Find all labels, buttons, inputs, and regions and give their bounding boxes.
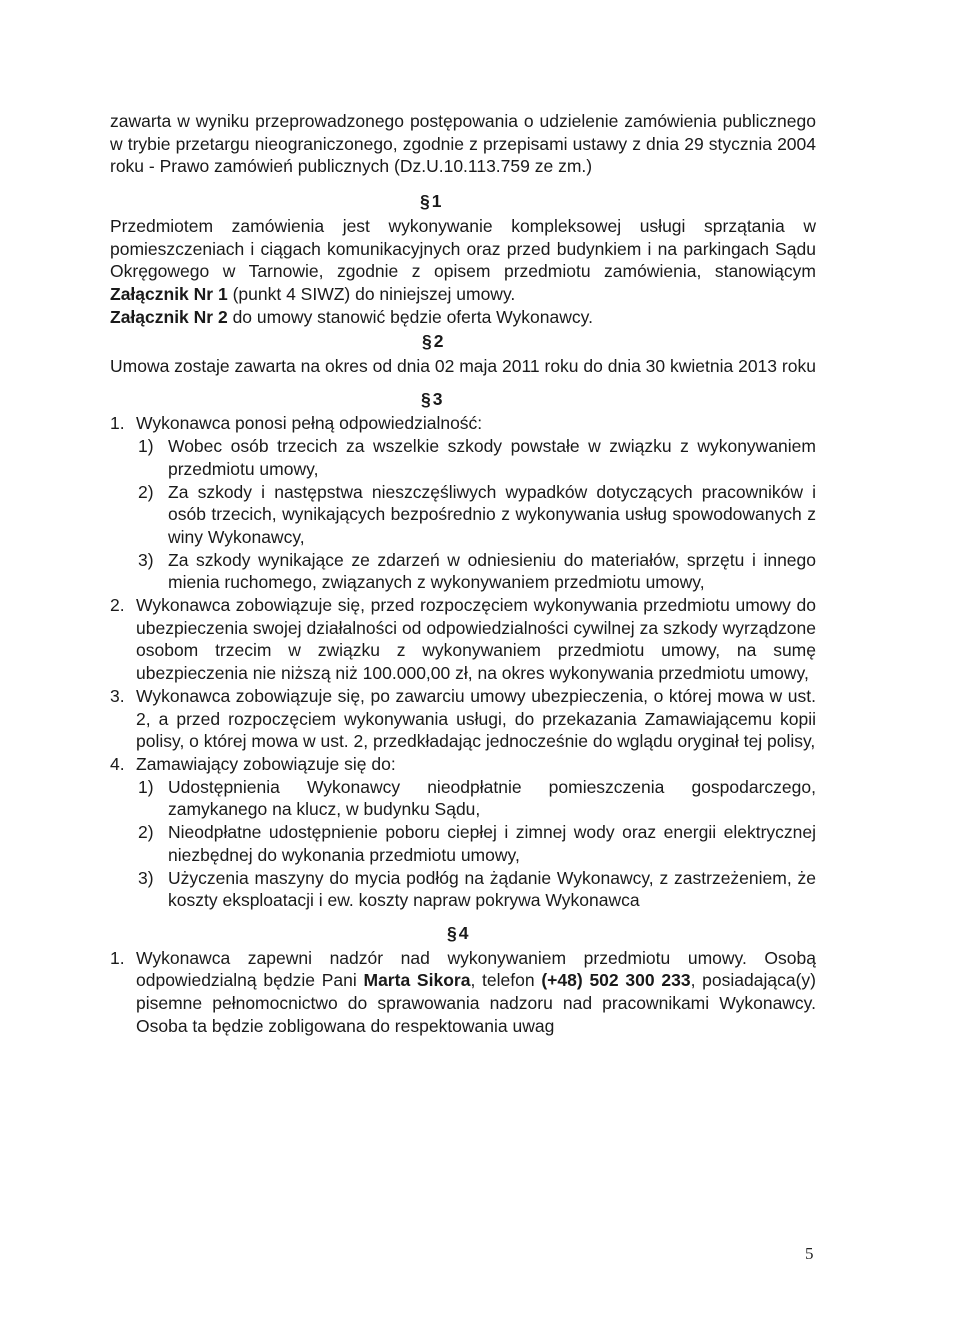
list-item: 3. Wykonawca zobowiązuje się, po zawarciu umowy ubezpieczenia, o której mowa w ust. 2, a przed rozpoczęciem wykonywania usługi, do przekazania Zamawiającemu kopii polisy, o której mowa w ust. 2, przedkładając jednocześnie do wglądu oryginał tej polisy, [110,685,816,752]
intro-paragraph: zawarta w wyniku przeprowadzonego postępowania o udzielenie zamówienia publicznego w trybie przetargu nieograniczonego, zgodnie z przepisami ustawy z dnia 29 stycznia 2004 roku - Prawo zamówień publicznych (Dz.U.10.113.759 ze zm.) [110,111,816,177]
sub-list-item: 2) Nieodpłatne udostępnienie poboru ciepłej i zimnej wody oraz energii elektrycznej niezbędnej do wykonania przedmiotu umowy, [138,822,816,865]
list-item: 2. Wykonawca zobowiązuje się, przed rozpoczęciem wykonywania przedmiotu umowy do ubezpieczenia swojej działalności od odpowiedzialności cywilnej za szkody wyrządzone osobom trzecim w związku z wykonywaniem przedmiotu umowy, na sumę ubezpieczenia nie niższą niż 100.000,00 zł, na okres wykonywania przedmiotu umowy, [110,595,816,684]
section-1-paragraph: Przedmiotem zamówienia jest wykonywanie kompleksowej usługi sprzątania w pomieszczeniach i ciągach komunikacyjnych oraz przed budynkiem i na parkingach Sądu Okręgowego w Tarnowie, zgodnie z opisem przedmiotu zamówienia, stanowiącym Załącznik Nr 1 (punkt 4 SIWZ) do niniejszej umowy. [110,215,816,304]
sub-list-item: 2) Za szkody i następstwa nieszczęśliwych wypadków dotyczących pracowników i osób trzecich, wynikających bezpośrednio z wykonywania usług spowodowanych z winy Wykonawcy, [138,481,816,547]
list-item: 4. Zamawiający zobowiązuje się do: 1) Udostępnienia Wykonawcy nieodpłatnie pomieszczenia gospodarczego, zamykanego na klucz, w budynku Sądu, 2) Nieodpłatne udostępnienie poboru ciepłej i zimnej wody oraz energii elektrycznej niezbędnej do wykonania przedmiotu umowy, 3) Użyczenia maszyny do mycia podłóg na żądanie Wykonawcy, z zastrzeżeniem, że koszty eksploatacji i ew. koszty napraw pokrywa Wykonawca [110,753,816,911]
section-symbol: § [420,191,430,212]
sub-list-item: 3) Użyczenia maszyny do mycia podłóg na żądanie Wykonawcy, z zastrzeżeniem, że koszty eksploatacji i ew. koszty napraw pokrywa Wykonawca [138,867,816,911]
sub-list [110,435,816,594]
section-3-heading: § 3 [421,388,443,409]
section-symbol: § [421,388,431,409]
section-1-heading: § 1 [420,191,442,212]
section-3-list [110,412,816,911]
section-symbol: § [447,922,457,943]
attachment-2-ref: Załącznik Nr 2 [110,306,228,327]
sub-list-item: 1) Udostępnienia Wykonawcy nieodpłatnie pomieszczenia gospodarczego, zamykanego na klucz, w budynku Sądu, [138,776,816,820]
supervisor-name: Marta Sikora [363,970,471,991]
section-2-heading: § 2 [422,331,444,352]
sub-list [110,776,816,912]
section-4-heading: § 4 [447,922,469,943]
supervisor-phone: (+48) 502 300 233 [541,970,691,991]
section-1-attachment-2: Załącznik Nr 2 do umowy stanowić będzie oferta Wykonawcy. [110,306,593,327]
document-page [110,110,816,1037]
list-item: 1. Wykonawca zapewni nadzór nad wykonywaniem przedmiotu umowy. Osobą odpowiedzialną będzie Pani Marta Sikora, telefon (+48) 502 300 233, posiadająca(y) pisemne pełnomocnictwo do sprawowania nadzoru nad pracownikami Wykonawcy. Osoba ta będzie zobligowana do respektowania uwag [110,947,816,1036]
section-4-list [110,947,816,1038]
page-number: 5 [805,1244,814,1263]
sub-list-item: 1) Wobec osób trzecich za wszelkie szkody powstałe w związku z wykonywaniem przedmiotu umowy, [138,436,816,479]
sub-list-item: 3) Za szkody wynikające ze zdarzeń w odniesieniu do materiałów, sprzętu i innego mienia ruchomego, związanych z wykonywaniem przedmiotu umowy, [138,549,816,593]
attachment-1-ref: Załącznik Nr 1 [110,283,228,304]
section-2-paragraph: Umowa zostaje zawarta na okres od dnia 02 maja 2011 roku do dnia 30 kwietnia 2013 roku [110,356,816,377]
section-symbol: § [422,331,432,352]
list-item: 1. Wykonawca ponosi pełną odpowiedzialność: 1) Wobec osób trzecich za wszelkie szkody powstałe w związku z wykonywaniem przedmiotu umowy, 2) Za szkody i następstwa nieszczęśliwych wypadków dotyczących pracowników i osób trzecich, wynikających bezpośrednio z wykonywania usług spowodowanych z winy Wykonawcy, 3) Za szkody wynikające ze zdarzeń w odniesieniu do materiałów, sprzętu i innego mienia ruchomego, związanych z wykonywaniem przedmiotu umowy, [110,413,816,593]
